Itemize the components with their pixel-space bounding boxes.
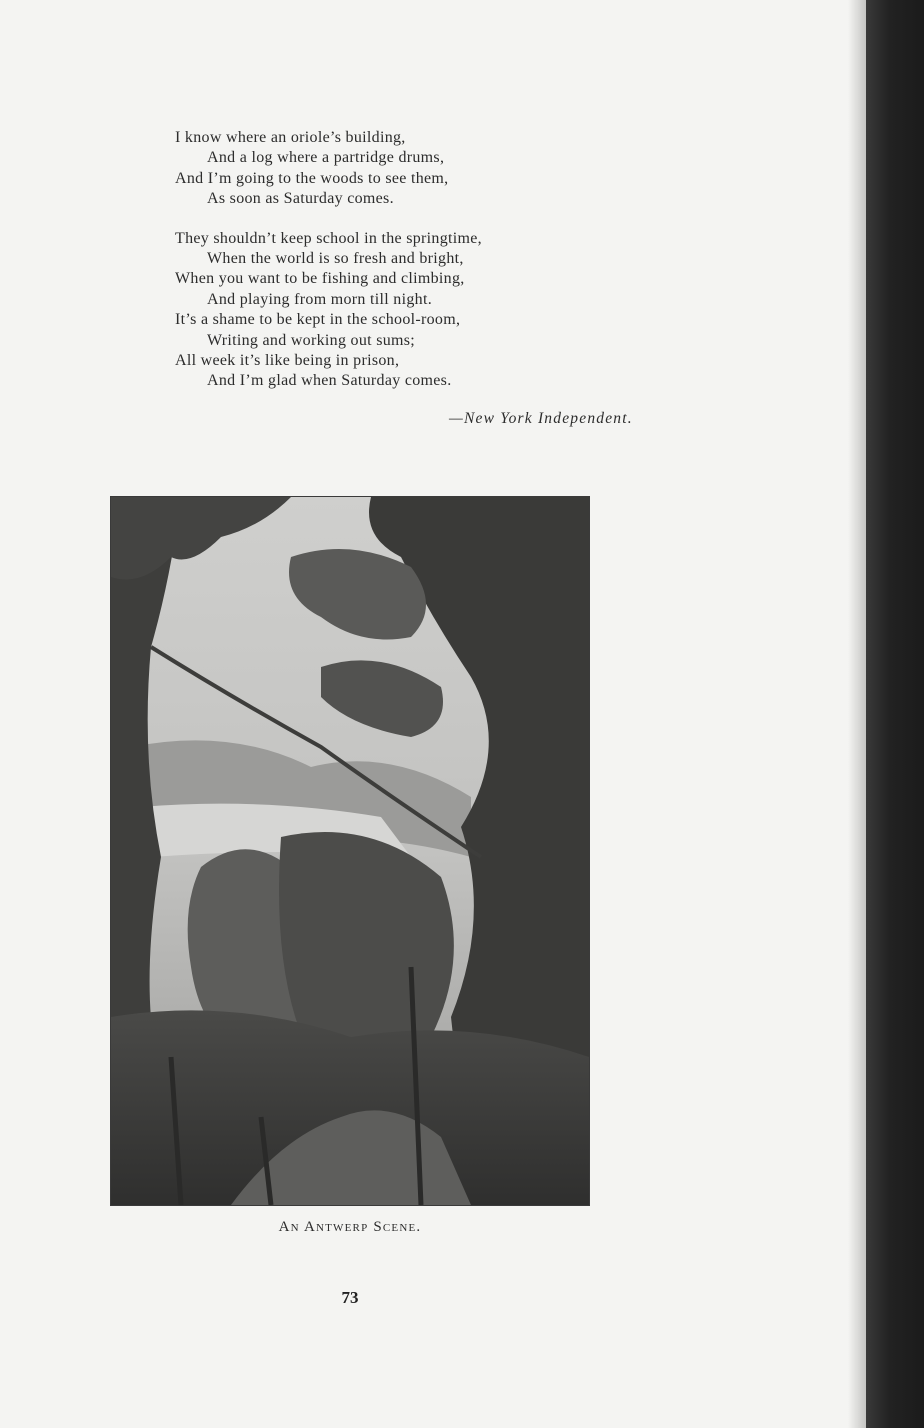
photo-caption: An Antwerp Scene. xyxy=(278,1219,422,1235)
poem-line: As soon as Saturday comes. xyxy=(207,190,394,208)
poem-line: They shouldn’t keep school in the springtime, xyxy=(175,229,482,247)
poem-line: And a log where a partridge drums, xyxy=(207,149,445,167)
poem-line: When you want to be fishing and climbing, xyxy=(175,270,465,288)
poem-line: And I’m glad when Saturday comes. xyxy=(207,372,452,390)
page-number: 73 xyxy=(341,1288,359,1307)
poem-line: And playing from morn till night. xyxy=(207,290,432,308)
poem-line: I know where an oriole’s building, xyxy=(175,129,406,146)
poem-attribution: —New York Independent. xyxy=(449,410,633,427)
poem-line: When the world is so fresh and bright, xyxy=(207,250,464,268)
poem-stanza-1 xyxy=(175,128,695,210)
landscape-photo xyxy=(110,496,590,1206)
poem xyxy=(175,128,695,411)
page-edge-shadow xyxy=(848,0,866,1428)
poem-line: It’s a shame to be kept in the school-room, xyxy=(175,311,461,329)
forest-scene-image xyxy=(111,497,589,1205)
binding-shadow xyxy=(866,0,924,1428)
poem-line: And I’m going to the woods to see them, xyxy=(175,169,449,187)
poem-line: Writing and working out sums; xyxy=(207,331,416,349)
poem-line: All week it’s like being in prison, xyxy=(175,352,400,370)
poem-stanza-2 xyxy=(175,229,695,392)
